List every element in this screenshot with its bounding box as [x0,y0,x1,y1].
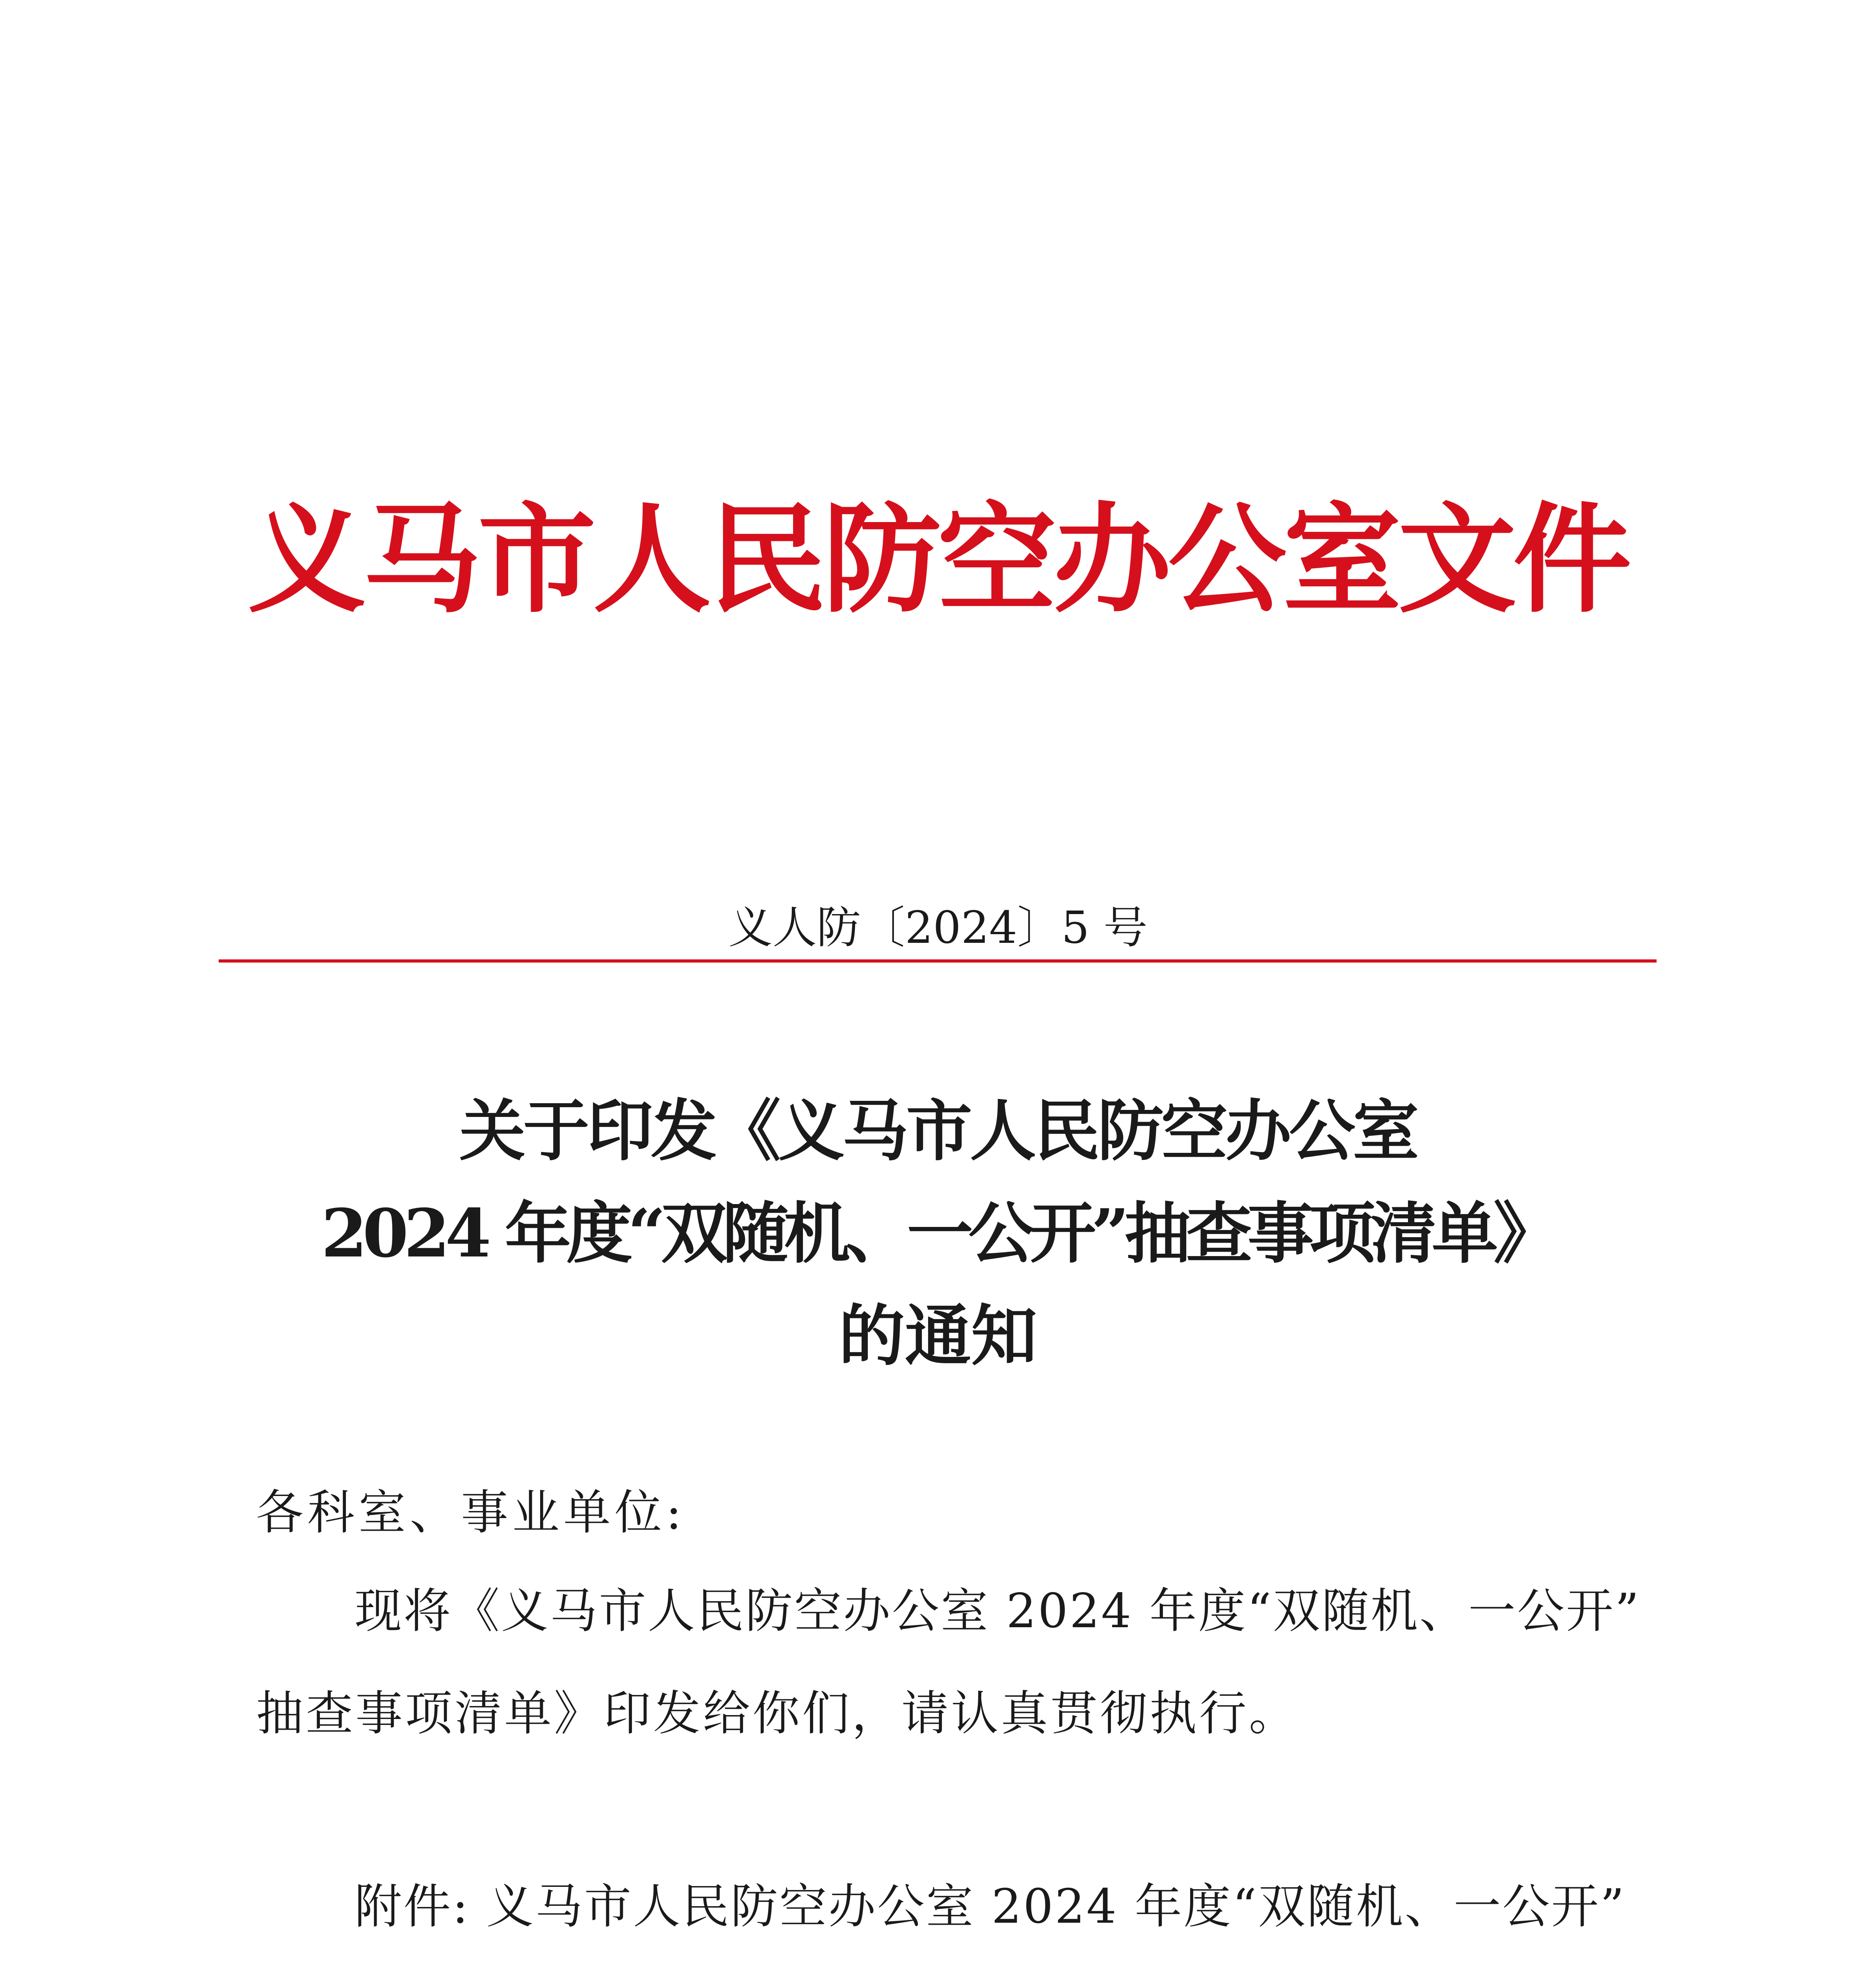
document-header-title [0,485,1876,634]
title-line-1: 关于印发《义马市人民防空办公室 [459,1092,1417,1170]
document-number: 义人防〔2024〕5 号 [728,902,1148,953]
title-line-2: 2024 年度“双随机、一公开”抽查事项清单》 [321,1194,1555,1272]
header-title-text: 义马市人民防空办公室文件 [248,490,1628,629]
attachment-line-1: 附件: 义马市人民防空办公室 2024 年度“双随机、一公开” [355,1879,1626,1934]
header-red-rule [219,959,1657,963]
document-title [0,1080,1876,1387]
body-paragraph-line-2: 抽查事项清单》印发给你们，请认真贯彻执行。 [256,1686,1298,1741]
body-paragraph-line-1: 现将《义马市人民防空办公室 2024 年度“双随机、一公开” [355,1584,1641,1639]
salutation: 各科室、事业单位: [256,1485,686,1540]
title-line-3: 的通知 [839,1297,1037,1375]
